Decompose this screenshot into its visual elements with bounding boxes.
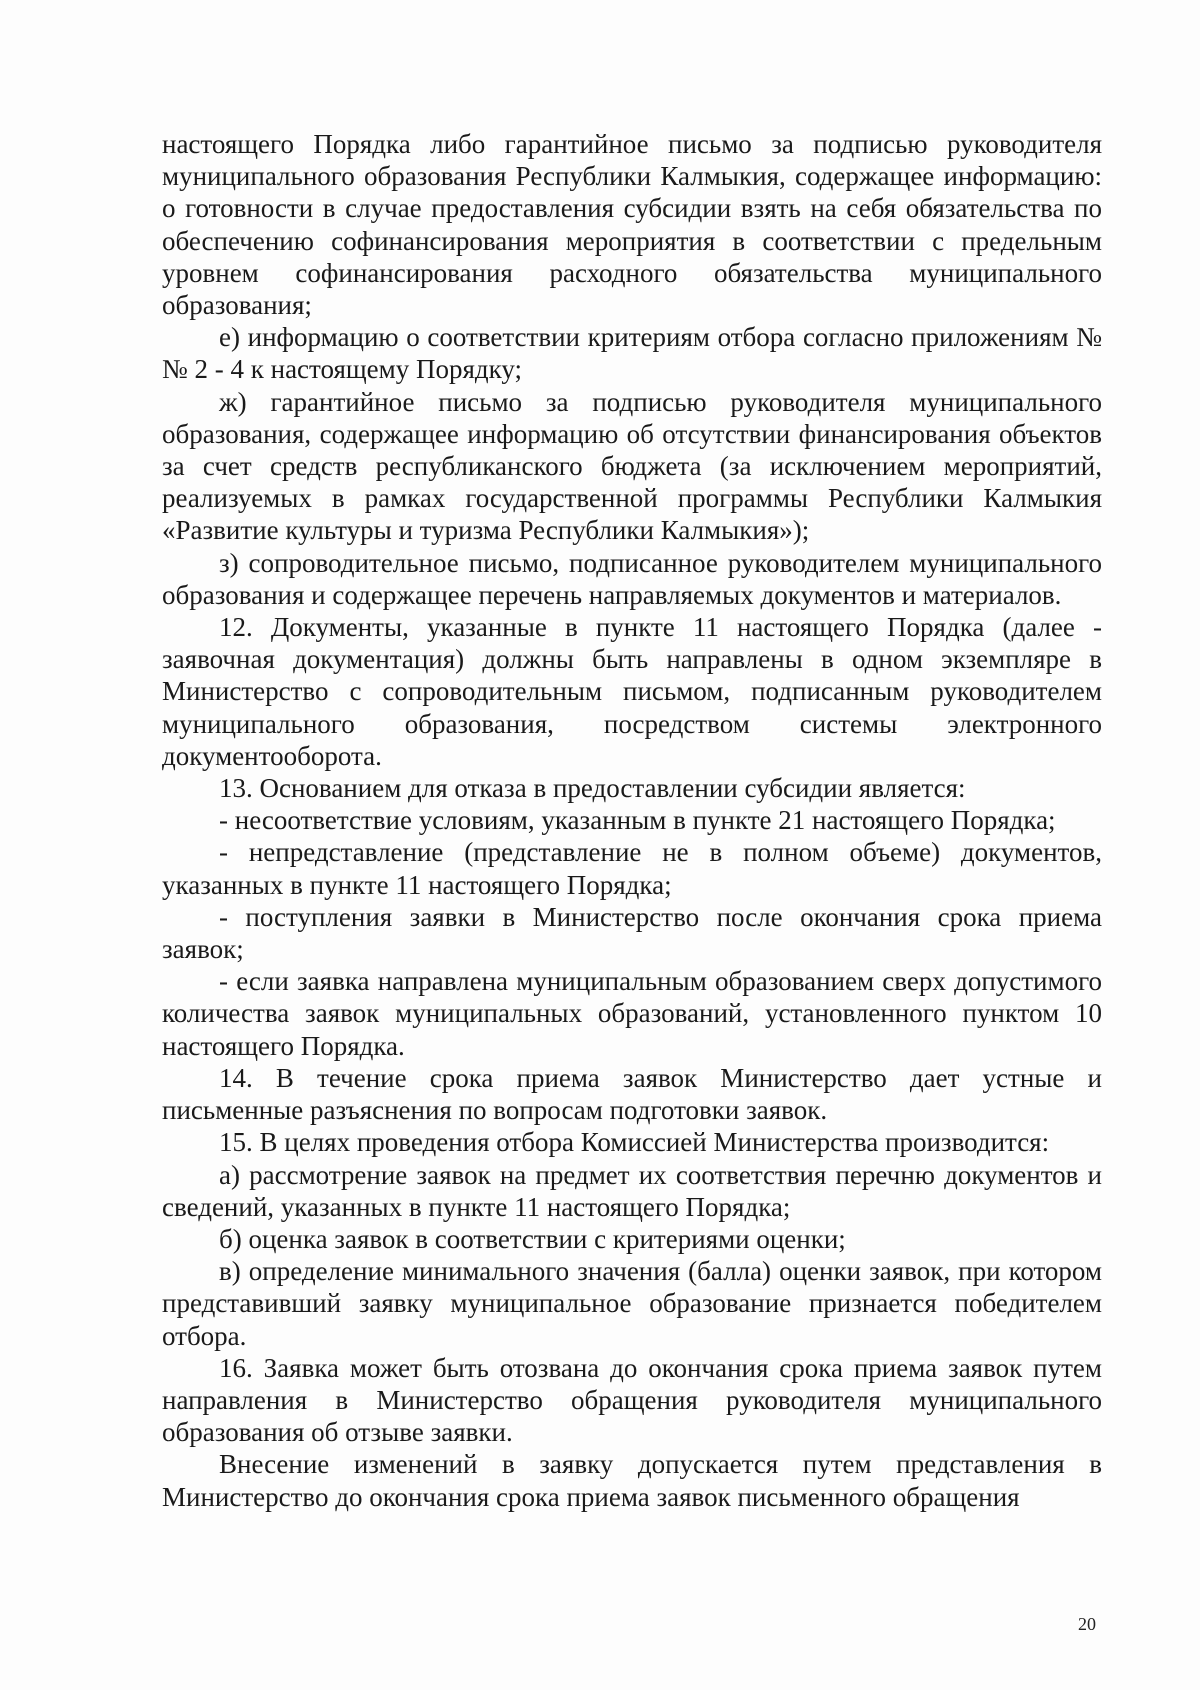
paragraph-item-v: в) определение минимального значения (балла) оценки заявок, при котором представивший заявку муниципальное образование признается победителем отбора. — [162, 1256, 1102, 1351]
document-body — [162, 128, 1102, 1513]
paragraph-refusal-reason-2: - непредставление (представление не в полном объеме) документов, указанных в пункте 11 настоящего Порядка; — [162, 837, 1102, 900]
paragraph-item-a: а) рассмотрение заявок на предмет их соответствия перечню документов и сведений, указанных в пункте 11 настоящего Порядка; — [162, 1159, 1102, 1222]
paragraph-clause-15: 15. В целях проведения отбора Комиссией Министерства производится: — [219, 1127, 1050, 1158]
paragraph-clause-12: 12. Документы, указанные в пункте 11 настоящего Порядка (далее - заявочная документация) должны быть направлены в одном экземпляре в Министерство с сопроводительным письмом, подписанным руководителем муниципального образования, посредством системы электронного документооборота. — [162, 612, 1102, 771]
paragraph-refusal-reason-3: - поступления заявки в Министерство после окончания срока приема заявок; — [162, 901, 1102, 965]
paragraph-refusal-reason-4: - если заявка направлена муниципальным образованием сверх допустимого количества заявок муниципальных образований, установленного пунктом 10 настоящего Порядка. — [162, 966, 1102, 1061]
page-number: 20 — [1078, 1614, 1096, 1634]
paragraph-continuation: настоящего Порядка либо гарантийное письмо за подписью руководителя муниципального образования Республики Калмыкия, содержащее информацию: о готовности в случае предоставления субсидии взять на себя обязательства по обеспечению софинансирования мероприятия в соответствии с предельным уровнем софинансирования расходного обязательства муниципального образования; — [162, 129, 1102, 321]
paragraph-amendments: Внесение изменений в заявку допускается путем представления в Министерство до окончания срока приема заявок письменного обращения — [162, 1449, 1102, 1512]
paragraph-clause-14: 14. В течение срока приема заявок Министерство дает устные и письменные разъяснения по вопросам подготовки заявок. — [162, 1062, 1102, 1126]
paragraph-refusal-reason-1: - несоответствие условиям, указанным в пункте 21 настоящего Порядка; — [219, 805, 1056, 836]
paragraph-item-zh: ж) гарантийное письмо за подписью руководителя муниципального образования, содержащее информацию об отсутствии финансирования объектов за счет средств республиканского бюджета (за исключением мероприятий, реализуемых в рамках государственной программы Республики Калмыкия «Развитие культуры и туризма Республики Калмыкия»); — [162, 386, 1102, 546]
paragraph-item-e: е) информацию о соответствии критериям отбора согласно приложениям №№ 2 - 4 к настоящему Порядку; — [162, 322, 1102, 385]
paragraph-clause-16: 16. Заявка может быть отозвана до окончания срока приема заявок путем направления в Министерство обращения руководителя муниципального образования об отзыве заявки. — [162, 1352, 1102, 1448]
paragraph-item-z: з) сопроводительное письмо, подписанное руководителем муниципального образования и содержащее перечень направляемых документов и материалов. — [162, 547, 1102, 610]
paragraph-clause-13: 13. Основанием для отказа в предоставлении субсидии является: — [219, 773, 966, 804]
paragraph-item-b: б) оценка заявок в соответствии с критериями оценки; — [219, 1223, 846, 1254]
